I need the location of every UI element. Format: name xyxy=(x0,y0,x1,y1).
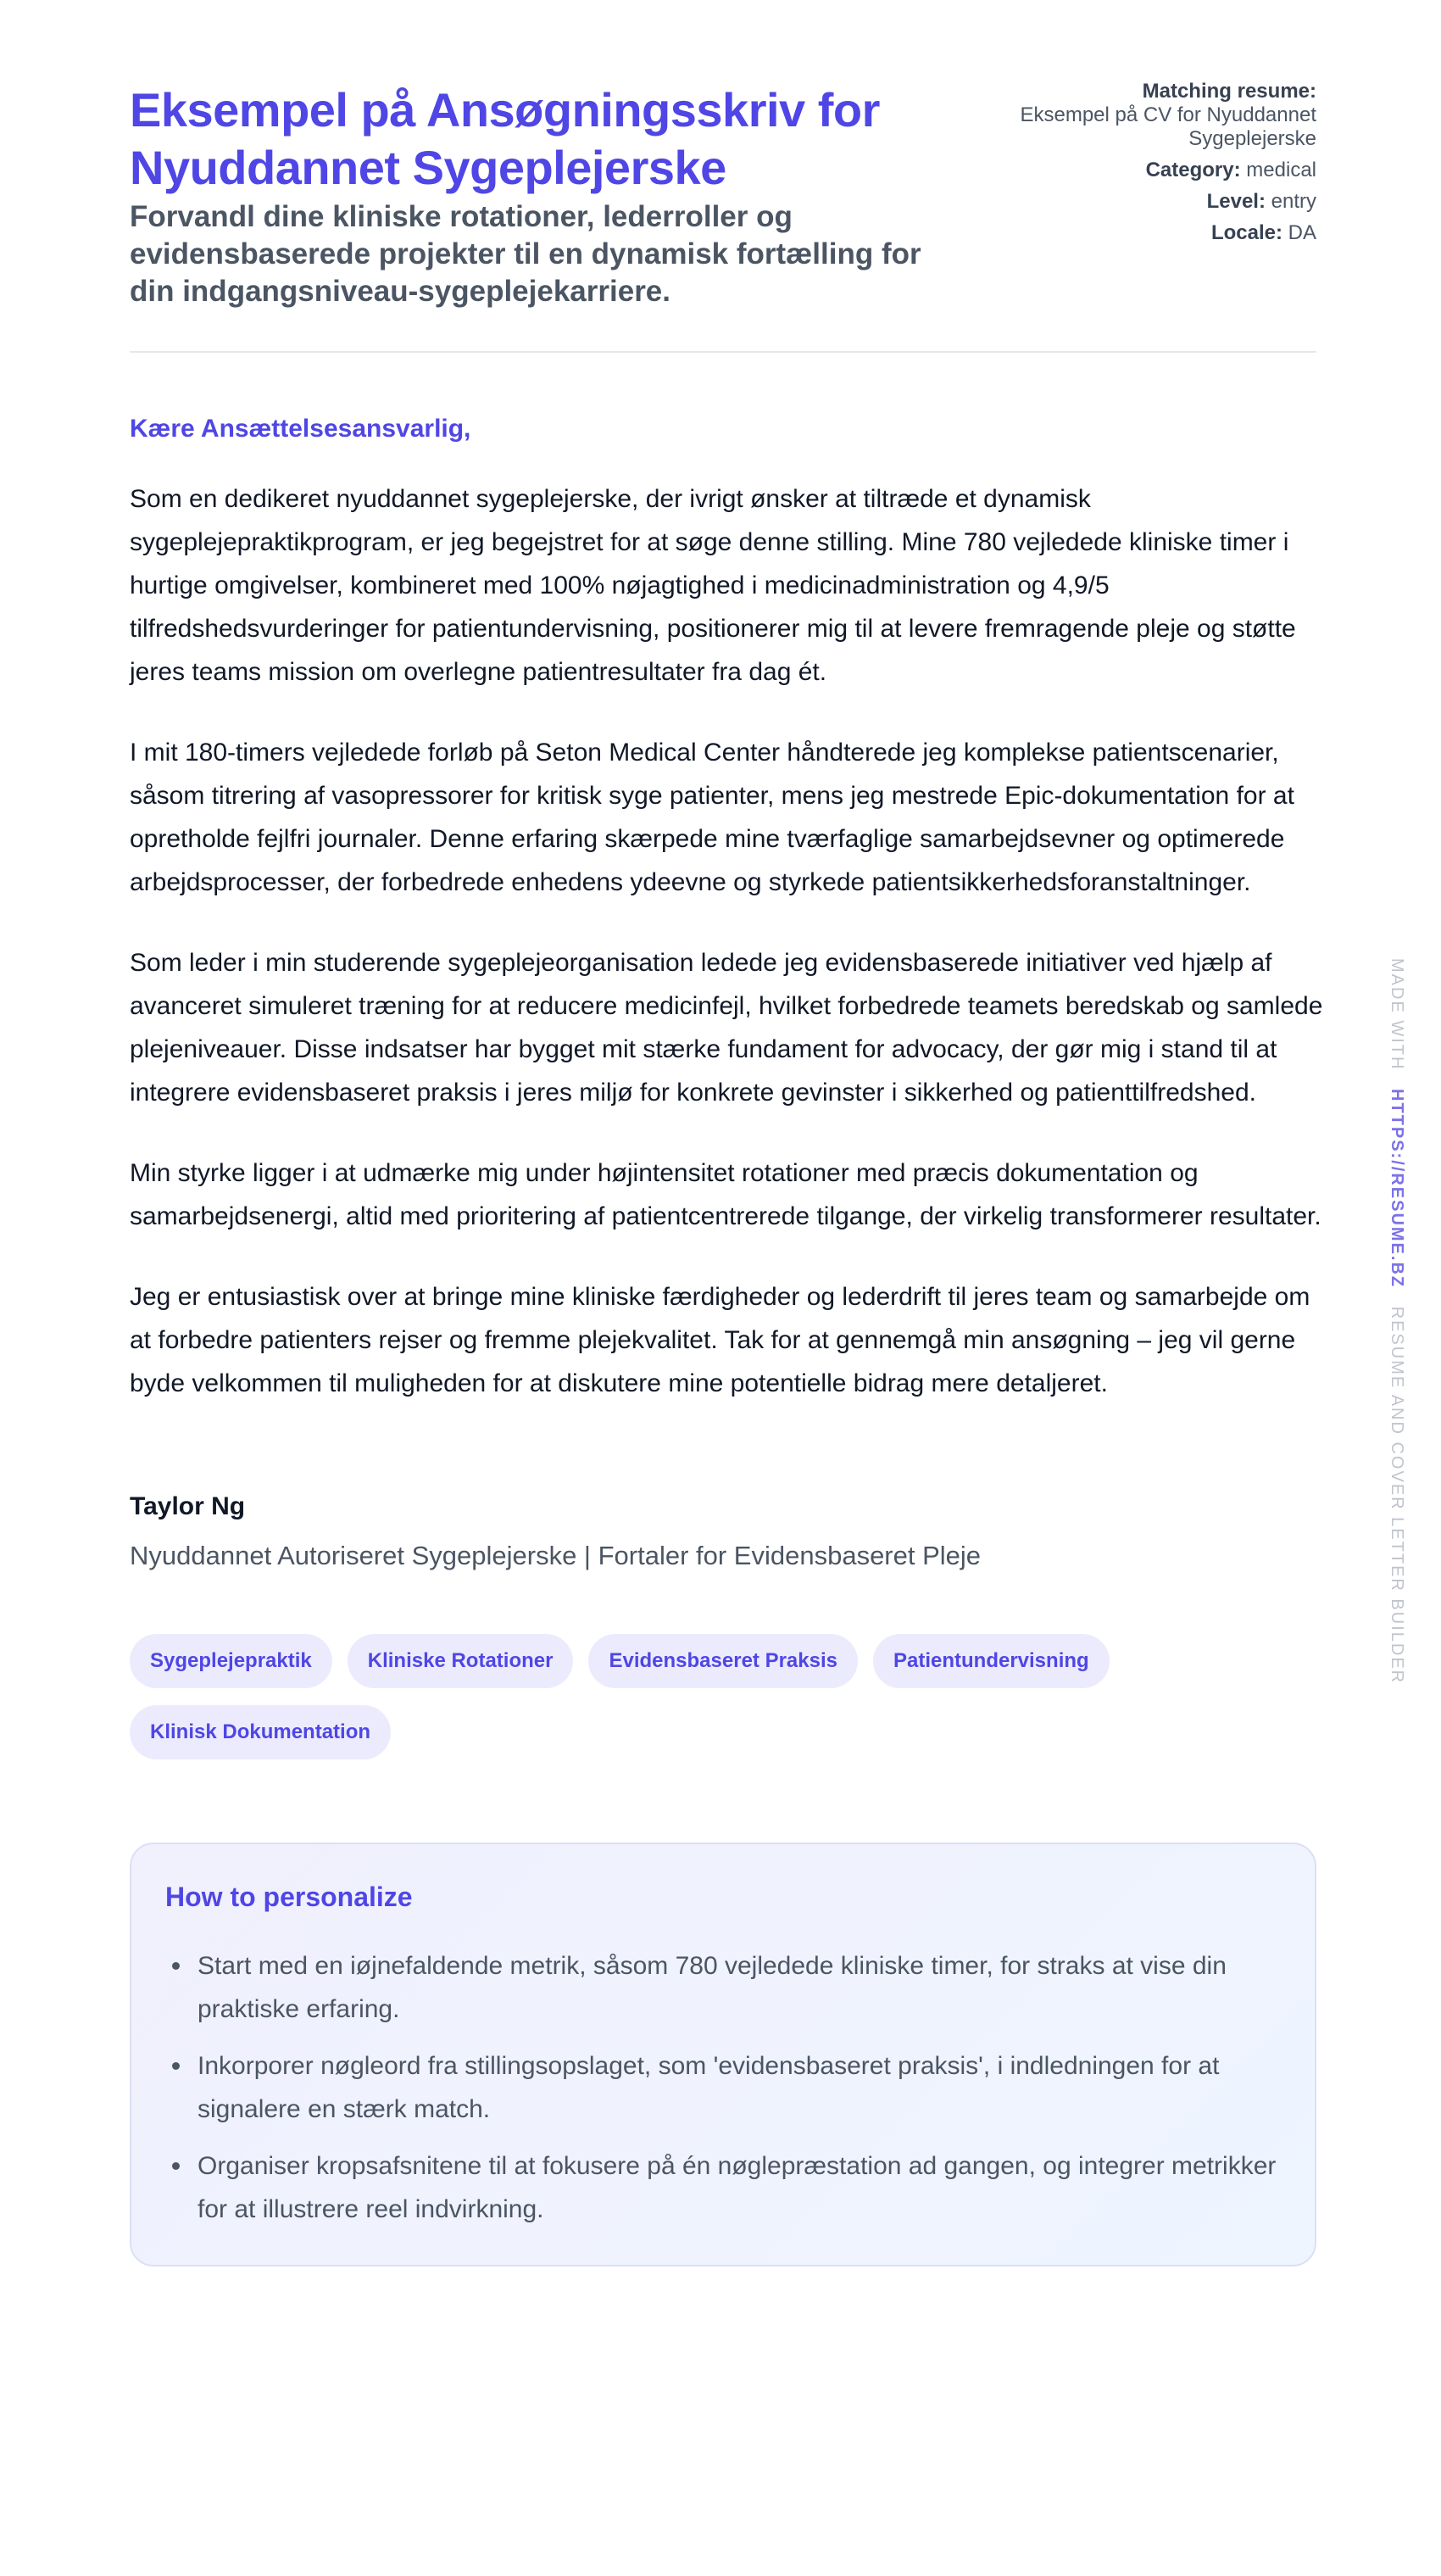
skill-tag[interactable]: Patientundervisning xyxy=(873,1634,1110,1688)
cover-letter-page xyxy=(130,0,1323,2267)
tip-text: Start med en iøjnefaldende metrik, såsom 780 vejledede kliniske timer, for straks at vise din praktiske erfaring. xyxy=(198,1952,1227,2023)
meta-panel xyxy=(1011,80,1316,253)
skill-tag[interactable]: Sygeplejepraktik xyxy=(130,1634,332,1688)
meta-level-value: entry xyxy=(1271,190,1316,213)
meta-category xyxy=(1011,159,1316,182)
signature-name: Taylor Ng xyxy=(130,1492,246,1520)
signature-block xyxy=(130,1490,1316,1573)
header-left xyxy=(130,81,977,310)
meta-matching-resume-value[interactable]: Eksempel på CV for Nyuddannet Sygeplejerske xyxy=(1020,103,1316,150)
meta-level xyxy=(1011,190,1316,214)
skill-tag[interactable]: Kliniske Rotationer xyxy=(348,1634,574,1688)
letter-greeting: Kære Ansættelsesansvarlig, xyxy=(130,415,471,443)
meta-level-label: Level: xyxy=(1206,190,1266,213)
page-title: Eksempel på Ansøgningsskriv for Nyuddannet Sygeplejerske xyxy=(130,83,880,194)
skill-tags xyxy=(130,1634,1232,1759)
page-subtitle: Forvandl dine kliniske rotationer, lederroller og evidensbaserede projekter til en dynamisk fortælling for din indgangsniveau-sygeplejekarriere. xyxy=(130,200,921,308)
meta-category-value: medical xyxy=(1246,159,1316,181)
tip-item xyxy=(165,2144,1281,2231)
bullet-icon xyxy=(172,2162,180,2170)
letter-paragraph: Jeg er entusiastisk over at bringe mine kliniske færdigheder og lederdrift til jeres team og samarbejde om at forbedre patienters rejser og fremme plejekvalitet. Tak for at gennemgå min ansøgning – jeg vil gerne byde velkommen til muligheden for at diskutere mine potentielle bidrag mere detaljeret. xyxy=(130,1283,1310,1397)
personalize-tips-card xyxy=(130,1843,1316,2267)
meta-locale-value: DA xyxy=(1288,221,1316,244)
signature-title: Nyuddannet Autoriseret Sygeplejerske | Fortaler for Evidensbaseret Pleje xyxy=(130,1541,982,1570)
meta-matching-resume xyxy=(1011,80,1316,151)
meta-locale xyxy=(1011,221,1316,245)
tip-item xyxy=(165,1944,1281,2031)
tips-title: How to personalize xyxy=(165,1882,413,1912)
side-credit-suffix: RESUME AND COVER LETTER BUILDER xyxy=(1388,1306,1406,1685)
letter-paragraph: Min styrke ligger i at udmærke mig under højintensitet rotationer med præcis dokumentation og samarbejdsenergi, altid med prioritering af patientcentrerede tilgange, der virkelig transformerer resultater. xyxy=(130,1159,1321,1230)
tip-text: Organiser kropsafsnitene til at fokusere på én nøglepræstation ad gangen, og integrer metrikker for at illustrere reel indvirkning. xyxy=(198,2152,1277,2223)
letter-paragraph: I mit 180-timers vejledede forløb på Seton Medical Center håndterede jeg komplekse patientscenarier, såsom titrering af vasopressorer for kritisk syge patienter, mens jeg mestrede Epic-dokumentation for at opretholde fejlfri journaler. Denne erfaring skærpede mine tværfaglige samarbejdsevner og optimerede arbejdsprocesser, der forbedrede enhedens ydeevne og styrkede patientsikkerhedsforanstaltninger. xyxy=(130,739,1294,896)
meta-locale-label: Locale: xyxy=(1210,221,1282,244)
skill-tag[interactable]: Klinisk Dokumentation xyxy=(130,1705,391,1759)
letter-paragraph: Som leder i min studerende sygeplejeorganisation ledede jeg evidensbaserede initiativer ved hjælp af avanceret simuleret træning for at reducere medicinfejl, hvilket forbedrede teamets beredskab og samlede plejeniveauer. Disse indsatser har bygget mit stærke fundament for advocacy, der gør mig i stand til at integrere evidensbaseret praksis i jeres miljø for konkrete gevinster i sikkerhed og patienttilfredshed. xyxy=(130,949,1323,1107)
side-credit-link[interactable]: HTTPS://RESUME.BZ xyxy=(1388,1089,1406,1289)
skill-tag[interactable]: Evidensbaseret Praksis xyxy=(588,1634,858,1688)
letter-paragraph: Som en dedikeret nyuddannet sygeplejerske, der ivrigt ønsker at tiltræde et dynamisk sygeplejepraktikprogram, er jeg begejstret for at søge denne stilling. Mine 780 vejledede kliniske timer i hurtige omgivelser, kombineret med 100% nøjagtighed i medicinadministration og 4,9/5 tilfredshedsvurderinger for patientundervisning, positionerer mig til at levere fremragende pleje og støtte jeres teams mission om overlegne patientresultater fra dag ét. xyxy=(130,485,1296,686)
meta-category-label: Category: xyxy=(1145,159,1241,181)
meta-matching-resume-label: Matching resume: xyxy=(1142,80,1316,103)
page-header xyxy=(130,0,1316,353)
tips-list xyxy=(165,1944,1281,2231)
tip-text: Inkorporer nøgleord fra stillingsopslaget, som 'evidensbaseret praksis', i indledningen for at signalere en stærk match. xyxy=(198,2052,1220,2123)
side-credit xyxy=(1387,958,1407,1684)
tip-item xyxy=(165,2044,1281,2131)
bullet-icon xyxy=(172,1962,180,1970)
letter-body xyxy=(130,412,1323,1573)
bullet-icon xyxy=(172,2062,180,2070)
side-credit-prefix: MADE WITH xyxy=(1388,958,1406,1071)
